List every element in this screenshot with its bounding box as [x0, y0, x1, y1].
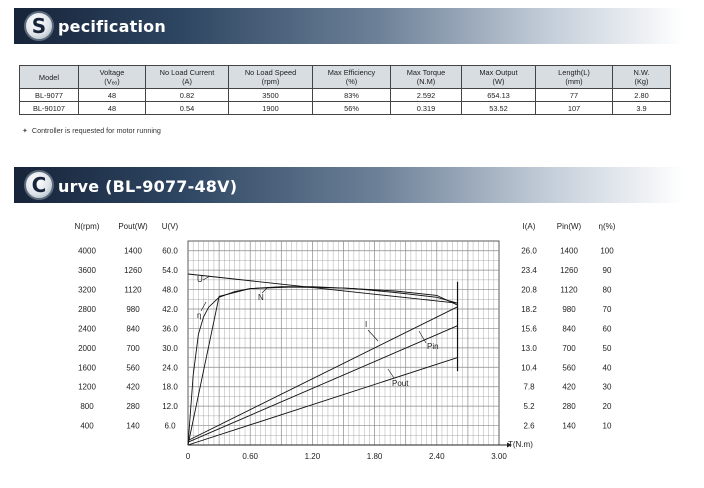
- x-tick-label: 3.00: [491, 452, 507, 461]
- table-cell: 107: [536, 102, 613, 115]
- curve-label: I: [365, 320, 368, 329]
- x-tick-label: 0: [185, 452, 191, 461]
- left-axis-header: Pout(W): [118, 222, 148, 231]
- col-header-no-load-current: No Load Current (A): [146, 66, 229, 89]
- table-cell: 1900: [229, 102, 313, 115]
- right-axis-tick-label: 10: [602, 421, 612, 431]
- left-axis-tick-label: 280: [126, 402, 140, 412]
- left-axis-tick-label: 3200: [78, 285, 96, 295]
- right-axis-tick-label: 40: [602, 363, 612, 373]
- right-axis-tick-label: 840: [562, 324, 576, 334]
- table-cell: 48: [79, 89, 146, 102]
- right-axis-tick-label: 18.2: [521, 305, 537, 314]
- x-tick-label: 1.20: [304, 452, 321, 461]
- x-tick-label: 1.80: [366, 452, 383, 461]
- right-axis-header: η(%): [598, 222, 616, 231]
- right-axis-tick-label: 20.8: [521, 285, 537, 295]
- x-tick-label: 2.40: [429, 452, 445, 461]
- curve-label: Pin: [427, 342, 439, 351]
- right-axis-tick-label: 26.0: [521, 246, 537, 256]
- right-axis-tick-label: 700: [562, 343, 576, 353]
- table-cell: 2.592: [391, 89, 462, 102]
- left-axis-tick-label: 420: [126, 382, 140, 392]
- table-cell: 0.319: [391, 102, 462, 115]
- right-axis-tick-label: 10.4: [521, 363, 537, 373]
- x-axis-title: T(N.m): [508, 440, 533, 449]
- left-axis-tick-label: 48.0: [162, 285, 178, 295]
- left-axis-tick-label: 140: [126, 421, 140, 431]
- right-axis-tick-label: 15.6: [521, 324, 537, 334]
- x-tick-label: 0.60: [242, 452, 258, 461]
- table-cell: 48: [79, 102, 146, 115]
- table-cell: 0.82: [146, 89, 229, 102]
- right-axis-tick-label: 70: [602, 305, 612, 314]
- right-axis-tick-label: 280: [562, 402, 576, 412]
- right-axis-tick-label: 80: [602, 285, 612, 295]
- col-header-max-efficiency: Max Efficiency (%): [313, 66, 391, 89]
- left-axis-tick-label: 2800: [78, 305, 96, 314]
- right-axis-tick-label: 60: [602, 324, 612, 334]
- left-axis-tick-label: 1600: [78, 363, 96, 373]
- right-axis-tick-label: 140: [562, 421, 576, 431]
- note-text: Controller is requested for motor running: [31, 126, 161, 135]
- right-axis-tick-label: 980: [562, 305, 576, 314]
- curve-header-title: urve (BL-9077-48V): [58, 177, 238, 196]
- right-axis-tick-label: 420: [562, 382, 576, 392]
- curve-label: η: [197, 311, 202, 320]
- left-axis-tick-label: 800: [80, 402, 94, 412]
- spec-header-letter: S: [31, 14, 47, 38]
- right-axis-tick-label: 90: [602, 266, 612, 276]
- left-axis-tick-label: 980: [126, 305, 140, 314]
- left-axis-tick-label: 700: [126, 343, 140, 353]
- table-cell: 53.52: [462, 102, 536, 115]
- col-header-voltage: Voltage (Vₑₒ): [79, 66, 146, 89]
- table-cell: 0.54: [146, 102, 229, 115]
- left-axis-tick-label: 1120: [124, 285, 142, 295]
- spec-header-title: pecification: [58, 17, 166, 36]
- left-axis-tick-label: 12.0: [162, 402, 178, 412]
- left-axis-tick-label: 30.0: [162, 343, 178, 353]
- col-header-max-torque: Max Torque (N.M): [391, 66, 462, 89]
- right-axis-tick-label: 20: [602, 402, 612, 412]
- right-axis-tick-label: 7.8: [523, 382, 535, 392]
- left-axis-tick-label: 18.0: [162, 382, 178, 392]
- right-axis-tick-label: 23.4: [521, 266, 537, 276]
- col-header-length: Length(L) (mm): [536, 66, 613, 89]
- left-axis-tick-label: 42.0: [162, 305, 178, 314]
- right-axis-tick-label: 1260: [560, 266, 578, 276]
- right-axis-tick-label: 13.0: [521, 343, 537, 353]
- left-axis-tick-label: 840: [126, 324, 140, 334]
- grid: [188, 241, 499, 445]
- left-axis-tick-label: 400: [80, 421, 94, 431]
- left-axis-header: U(V): [161, 222, 179, 231]
- left-axis-tick-label: 3600: [78, 266, 96, 276]
- left-axis-tick-label: 36.0: [162, 324, 178, 334]
- left-axis-tick-label: 24.0: [162, 363, 178, 373]
- table-cell: BL-90107: [20, 102, 79, 115]
- col-header-max-output: Max Output (W): [462, 66, 536, 89]
- left-axis-tick-label: 54.0: [162, 266, 178, 276]
- left-axis-tick-label: 4000: [78, 246, 96, 256]
- right-axis-tick-label: 30: [602, 382, 612, 392]
- right-axis-tick-label: 2.6: [523, 421, 535, 431]
- left-axis-tick-label: 1400: [124, 246, 142, 256]
- left-axis-tick-label: 1260: [124, 266, 142, 276]
- table-cell: 83%: [313, 89, 391, 102]
- right-axis-tick-label: 1400: [560, 246, 578, 256]
- curve-label: N: [258, 293, 264, 302]
- right-axis-header: I(A): [522, 222, 536, 231]
- right-axis-tick-label: 100: [600, 246, 614, 256]
- left-axis-tick-label: 60.0: [162, 246, 178, 256]
- right-axis-header: Pin(W): [556, 222, 582, 231]
- table-cell: 3500: [229, 89, 313, 102]
- left-axis-tick-label: 1200: [78, 382, 96, 392]
- table-cell: 2.80: [613, 89, 671, 102]
- table-cell: 56%: [313, 102, 391, 115]
- left-axis-tick-label: 560: [126, 363, 140, 373]
- right-axis-tick-label: 50: [602, 343, 612, 353]
- right-axis-tick-label: 560: [562, 363, 576, 373]
- left-axis-tick-label: 2000: [78, 343, 96, 353]
- right-axis-tick-label: 1120: [560, 285, 578, 295]
- col-header-net-weight: N.W. (Kg): [613, 66, 671, 89]
- left-axis-header: N(rpm): [74, 222, 100, 231]
- curve-header-letter: C: [31, 173, 47, 197]
- col-header-model: Model: [20, 66, 79, 89]
- left-axis-tick-label: 6.0: [164, 421, 176, 431]
- table-cell: 3.9: [613, 102, 671, 115]
- note-bullet-icon: ✦: [22, 128, 28, 135]
- col-header-no-load-speed: No Load Speed (rpm): [229, 66, 313, 89]
- table-cell: BL-9077: [20, 89, 79, 102]
- table-cell: 77: [536, 89, 613, 102]
- curve-label: U: [197, 275, 203, 284]
- table-cell: 654.13: [462, 89, 536, 102]
- curve-label: Pout: [392, 379, 409, 388]
- left-axis-tick-label: 2400: [78, 324, 96, 334]
- right-axis-tick-label: 5.2: [523, 402, 535, 412]
